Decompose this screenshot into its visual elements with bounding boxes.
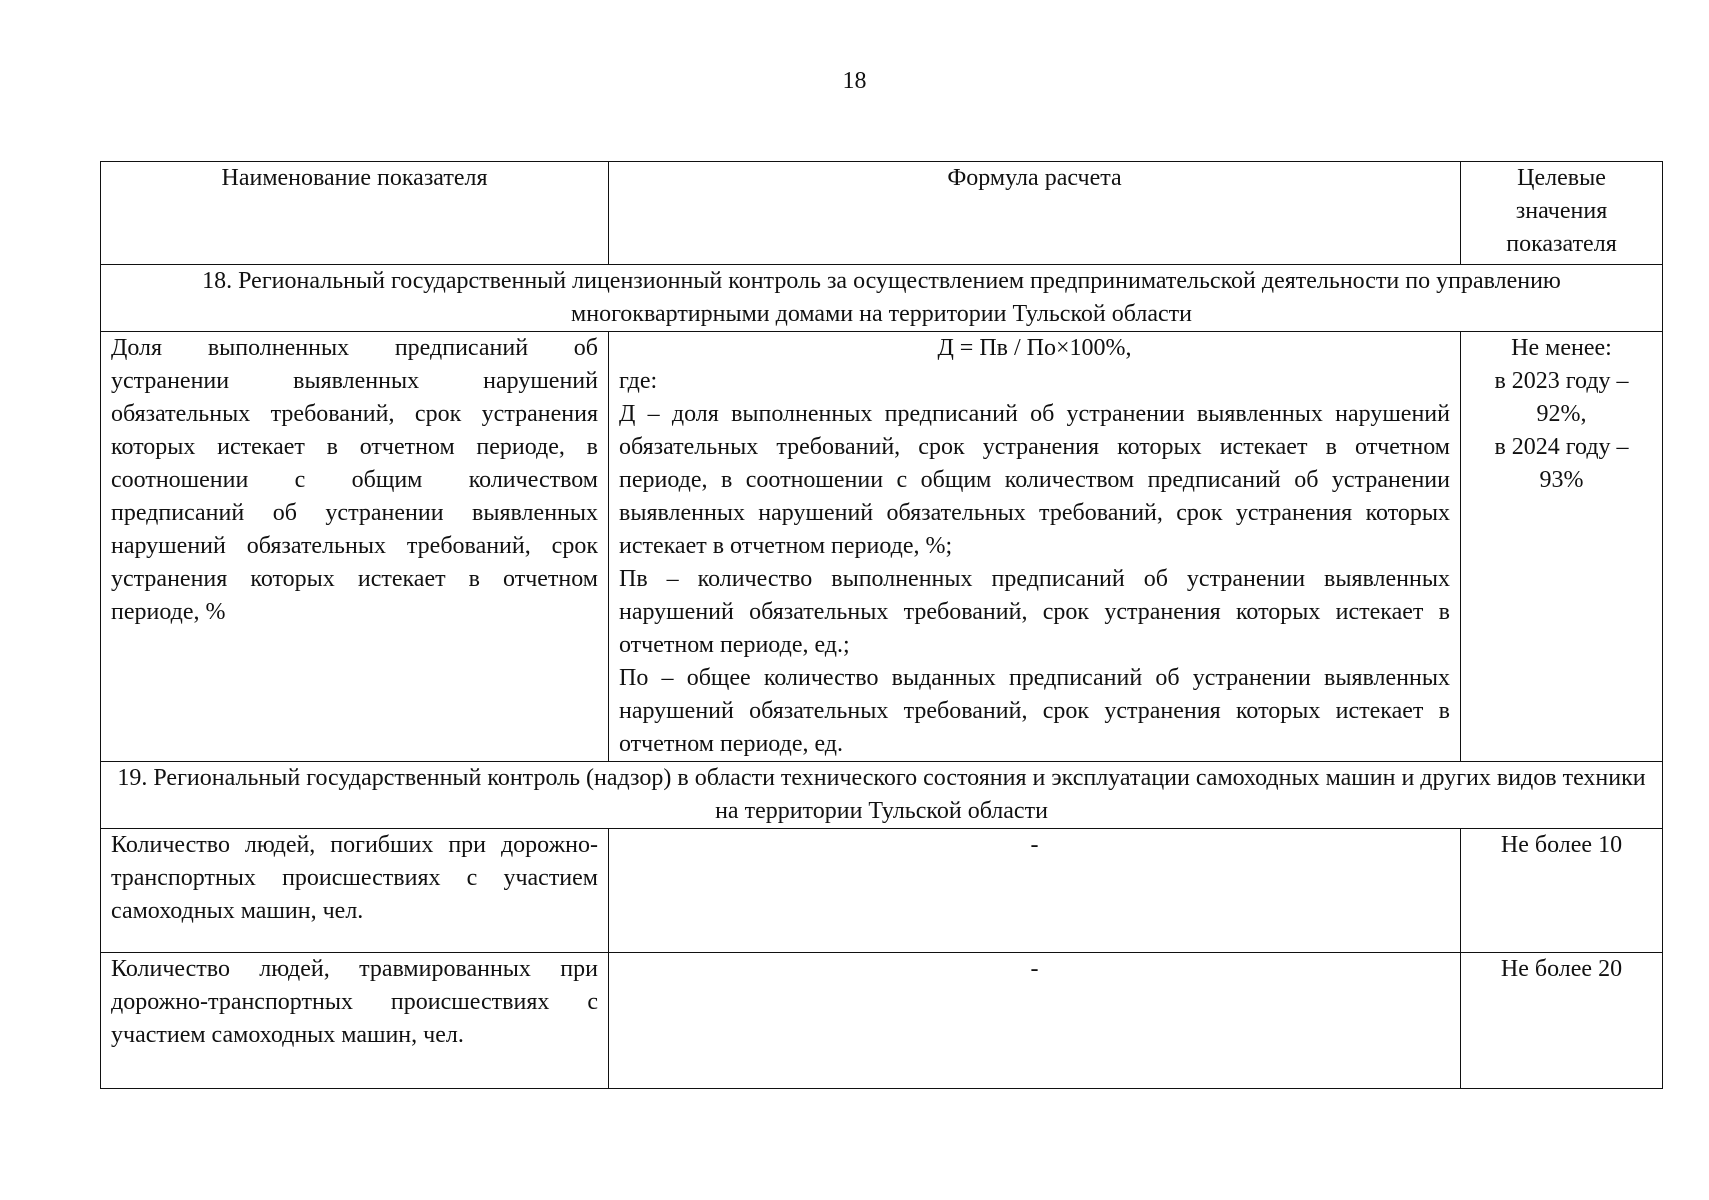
header-formula: Формула расчета bbox=[609, 162, 1461, 265]
indicators-table bbox=[100, 161, 1663, 1089]
header-row bbox=[101, 162, 1663, 265]
formula-expression: Д = Пв / По×100%, bbox=[937, 335, 1132, 361]
formula-pv-definition: Пв – количество выполненных предписаний об устранении выявленных нарушений обязательных требований, срок устранения которых истекает в отчетном периоде, ед.; bbox=[619, 566, 1450, 658]
indicator-formula bbox=[609, 332, 1461, 762]
section-row bbox=[101, 265, 1663, 332]
target-line: в 2024 году – bbox=[1494, 434, 1629, 460]
header-name: Наименование показателя bbox=[101, 162, 609, 265]
target-line: Не менее: bbox=[1511, 335, 1612, 361]
target-line: 92%, bbox=[1536, 401, 1587, 427]
section-row bbox=[101, 762, 1663, 829]
indicator-name: Количество людей, погибших при дорожно-транспортных происшествиях с участием самоходных машин, чел. bbox=[101, 829, 609, 953]
table-row bbox=[101, 829, 1663, 953]
indicator-formula: - bbox=[609, 829, 1461, 953]
target-line: 93% bbox=[1539, 467, 1584, 493]
indicator-name: Доля выполненных предписаний об устранении выявленных нарушений обязательных требований, срок устранения которых истекает в отчетном периоде, в соотношении с общим количеством предписаний об устранении выявленных нарушений обязательных требований, срок устранения которых истекает в отчетном периоде, % bbox=[101, 332, 609, 762]
indicator-target: Не более 20 bbox=[1461, 953, 1663, 1089]
table-row bbox=[101, 953, 1663, 1089]
indicator-name: Количество людей, травмированных при дорожно-транспортных происшествиях с участием самоходных машин, чел. bbox=[101, 953, 609, 1089]
indicator-target: Не более 10 bbox=[1461, 829, 1663, 953]
page-number: 18 bbox=[842, 68, 867, 94]
section-title-18: 18. Региональный государственный лицензионный контроль за осуществлением предпринимательской деятельности по управлению многоквартирными домами на территории Тульской области bbox=[101, 265, 1663, 332]
formula-d-definition: Д – доля выполненных предписаний об устранении выявленных нарушений обязательных требований, срок устранения которых истекает в отчетном периоде, в соотношении с общим количеством предписаний об устранении выявленных нарушений обязательных требований, срок устранения которых истекает в отчетном периоде, %; bbox=[619, 401, 1450, 559]
header-target: Целевые значения показателя bbox=[1461, 162, 1663, 265]
target-line: в 2023 году – bbox=[1494, 368, 1629, 394]
formula-po-definition: По – общее количество выданных предписаний об устранении выявленных нарушений обязательных требований, срок устранения которых истекает в отчетном периоде, ед. bbox=[619, 665, 1450, 757]
indicator-formula: - bbox=[609, 953, 1461, 1089]
section-title-19: 19. Региональный государственный контроль (надзор) в области технического состояния и эксплуатации самоходных машин и других видов техники на территории Тульской области bbox=[101, 762, 1663, 829]
table-row bbox=[101, 332, 1663, 762]
formula-where: где: bbox=[619, 368, 658, 394]
indicator-target bbox=[1461, 332, 1663, 762]
